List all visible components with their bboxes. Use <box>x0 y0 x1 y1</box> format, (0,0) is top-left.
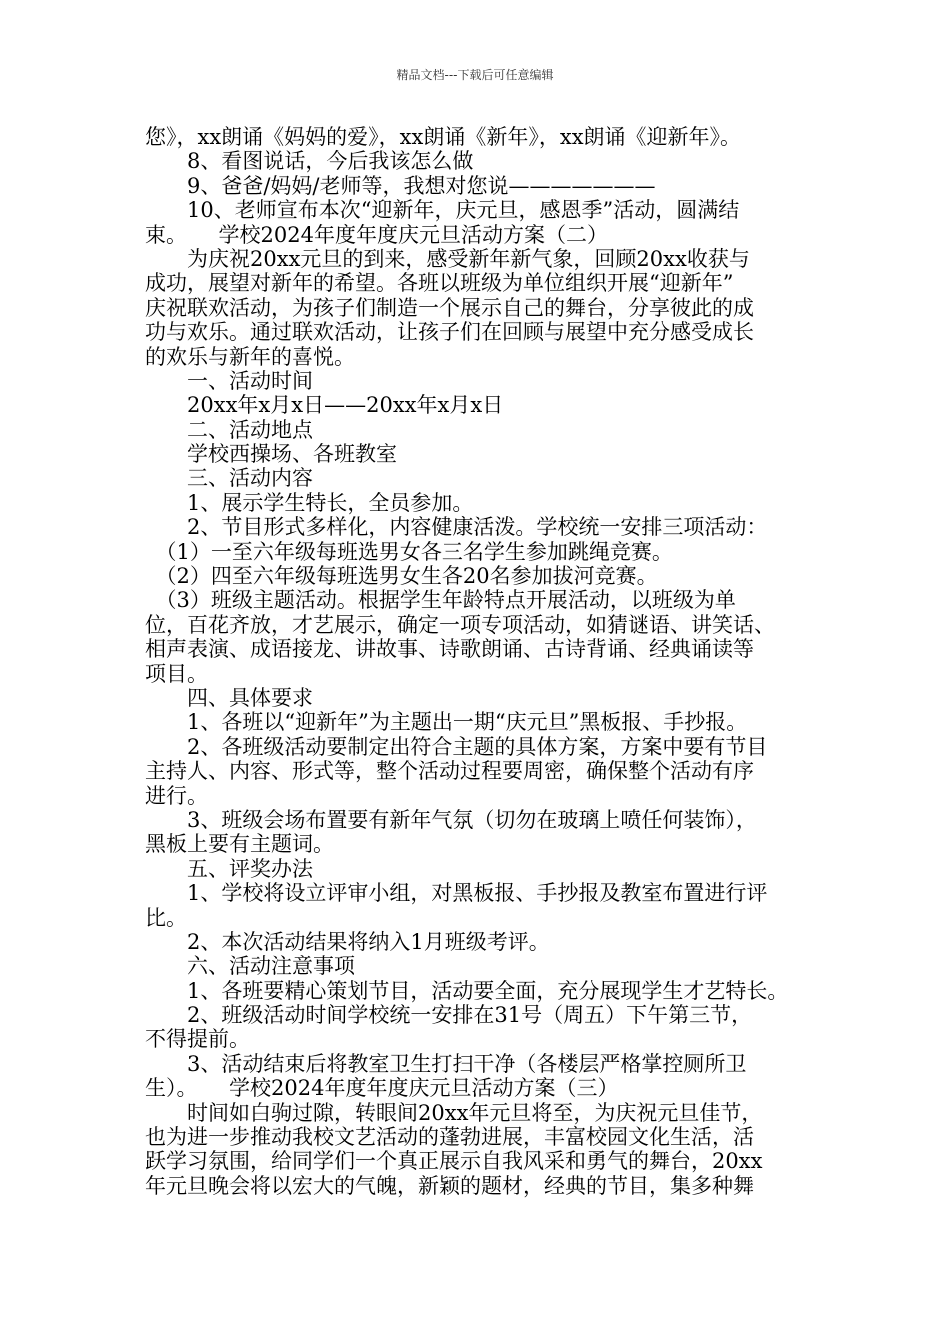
text-line: 1、各班以“迎新年”为主题出一期“庆元旦”黑板报、手抄报。 <box>145 710 748 735</box>
text-line: 8、看图说话，今后我该怎么做 <box>145 149 474 174</box>
text-line: 20xx年x月x日——20xx年x月x日 <box>145 393 504 418</box>
text-line: 一、活动时间 <box>145 368 313 393</box>
text-line: 1、展示学生特长，全员参加。 <box>145 490 474 515</box>
text-line: （1）一至六年级每班选男女各三名学生参加跳绳竞赛。 <box>145 539 673 564</box>
text-line: 五、评奖办法 <box>145 856 313 881</box>
text-line: （3）班级主题活动。根据学生年龄特点开展活动，以班级为单 <box>145 588 736 613</box>
text-line: 生）。 学校2024年度年度庆元旦活动方案（三） <box>145 1076 619 1101</box>
text-line: 时间如白驹过隙，转眼间20xx年元旦将至，为庆祝元旦佳节， <box>145 1100 763 1125</box>
text-line: 束。 学校2024年度年度庆元旦活动方案（二） <box>145 222 608 247</box>
text-line: 六、活动注意事项 <box>145 954 355 979</box>
text-line: 2、本次活动结果将纳入1月班级考评。 <box>145 929 550 954</box>
text-line: 不得提前。 <box>145 1027 250 1052</box>
text-line: 四、具体要求 <box>145 685 313 710</box>
text-line: 二、活动地点 <box>145 417 313 442</box>
text-line: 年元旦晚会将以宏大的气魄，新颖的题材，经典的节目，集多种舞 <box>145 1173 754 1198</box>
text-line: 3、活动结束后将教室卫生打扫干净（各楼层严格掌控厕所卫 <box>145 1051 747 1076</box>
text-line: 1、学校将设立评审小组，对黑板报、手抄报及教室布置进行评 <box>145 881 768 906</box>
text-line: 2、节目形式多样化，内容健康活泼。学校统一安排三项活动： <box>145 515 768 540</box>
text-line: 2、班级活动时间学校统一安排在31号（周五）下午第三节， <box>145 1003 753 1028</box>
text-line: 相声表演、成语接龙、讲故事、诗歌朗诵、古诗背诵、经典诵读等 <box>145 637 754 662</box>
text-line: 学校西操场、各班教室 <box>145 442 397 467</box>
text-line: （2）四至六年级每班选男女生各20名参加拔河竞赛。 <box>145 564 658 589</box>
text-line: 项目。 <box>145 661 208 686</box>
text-line: 黑板上要有主题词。 <box>145 832 334 857</box>
text-line: 为庆祝20xx元旦的到来，感受新年新气象，回顾20xx收获与 <box>145 246 750 271</box>
text-line: 比。 <box>145 905 187 930</box>
text-line: 主持人、内容、形式等，整个活动过程要周密，确保整个活动有序 <box>145 759 754 784</box>
text-line: 三、活动内容 <box>145 466 313 491</box>
text-line: 的欢乐与新年的喜悦。 <box>145 344 355 369</box>
document-body <box>145 125 825 1198</box>
page-header: 精品文档---下载后可任意编辑 <box>396 68 554 82</box>
text-line: 位，百花齐放，才艺展示，确定一项专项活动，如猜谜语、讲笑话、 <box>145 612 775 637</box>
text-line: 3、班级会场布置要有新年气氛（切勿在玻璃上喷任何装饰）， <box>145 807 757 832</box>
text-line: 成功，展望对新年的希望。各班以班级为单位组织开展“迎新年” <box>145 271 734 296</box>
text-line: 10、老师宣布本次“迎新年，庆元旦，感恩季”活动，圆满结 <box>145 198 740 223</box>
text-line: 跃学习氛围，给同学们一个真正展示自我风采和勇气的舞台，20xx <box>145 1149 763 1174</box>
text-line: 庆祝联欢活动，为孩子们制造一个展示自己的舞台，分享彼此的成 <box>145 295 754 320</box>
text-line: 9、爸爸/妈妈/老师等，我想对您说——————— <box>145 173 656 198</box>
text-line: 您》，xx朗诵《妈妈的爱》，xx朗诵《新年》，xx朗诵《迎新年》。 <box>145 125 742 149</box>
text-line: 也为进一步推动我校文艺活动的蓬勃进展，丰富校园文化生活，活 <box>145 1125 754 1150</box>
text-line: 1、各班要精心策划节目，活动要全面，充分展现学生才艺特长。 <box>145 978 789 1003</box>
text-line: 进行。 <box>145 783 208 808</box>
text-line: 功与欢乐。通过联欢活动，让孩子们在回顾与展望中充分感受成长 <box>145 320 754 345</box>
text-line: 2、各班级活动要制定出符合主题的具体方案，方案中要有节目 <box>145 734 768 759</box>
